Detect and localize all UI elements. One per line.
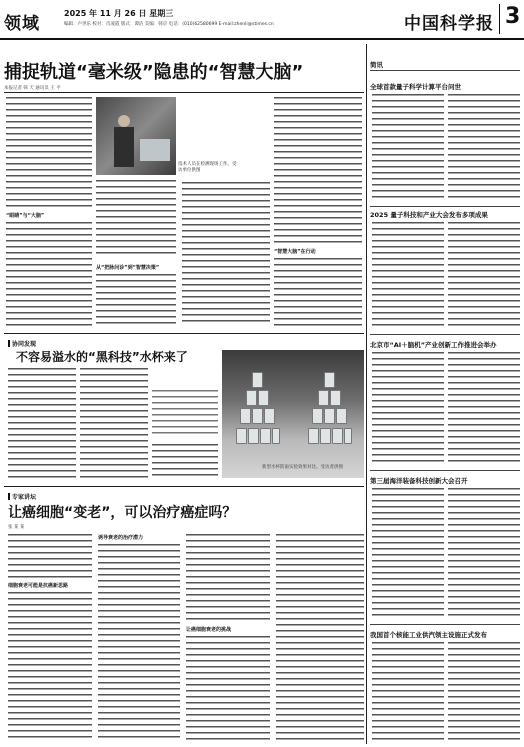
brief-title: 2025 量子科技和产业大会发布多项成果	[370, 211, 488, 219]
column-text-col3	[186, 534, 270, 620]
main-article-subhead: “智慧大脑”在行动	[274, 249, 316, 255]
feature-text-col1	[8, 368, 76, 480]
feature-title: 不容易溢水的“黑科技”水杯来了	[16, 350, 188, 364]
main-article-byline: 本报记者 韩 天 通讯员 王 平	[4, 86, 61, 91]
masthead	[0, 0, 524, 40]
column-subhead: 诱导衰老的治疗潜力	[98, 535, 144, 541]
main-article-text-col1	[6, 97, 92, 207]
feature-kicker: 协同发现	[8, 339, 36, 348]
brief-title: 第三届海洋装备科技创新大会召开	[370, 477, 468, 485]
section-name: 领域	[4, 14, 40, 34]
feature-photo-caption: 新型水杯防溢实验效果对比。受访者供图	[262, 465, 343, 470]
column-subhead: 细胞衰老可能是抗癌新思路	[8, 583, 69, 589]
column-text-col3b	[186, 636, 270, 742]
column-subhead: 让癌细胞衰老的挑战	[186, 627, 232, 633]
brief-title: 全球首款量子科学计算平台问世	[370, 83, 461, 91]
brief-title: 我国首个核能工业供汽领主设施正式发布	[370, 631, 487, 639]
main-article-text-col1b	[6, 222, 92, 326]
brief-text	[372, 222, 444, 328]
editor-credits: 编辑：卢世乐 校对：肖凌霞 版式：谭洁 美编：韩京 电话：(010)62580699 E-mail:zhenli@stimes.cn	[64, 22, 274, 27]
brief-text	[448, 94, 520, 202]
brief-text	[448, 222, 520, 328]
main-article-subhead: 从“把脉问诊”到“智慧决策”	[96, 265, 160, 271]
main-photo-caption: 技术人员在检测现场工作。受访单位供图	[178, 162, 237, 173]
feature-photo	[222, 350, 364, 478]
main-article-text-col3	[182, 182, 270, 326]
brief-text	[372, 352, 444, 466]
page-number: 3	[499, 4, 520, 34]
column-text-col1b	[8, 592, 92, 742]
column-title: 让癌细胞“变老”，可以治疗癌症吗？	[8, 505, 237, 521]
main-article-text-col4	[274, 97, 362, 243]
main-article-subhead: “眼睛”与“大脑”	[6, 213, 45, 219]
column-byline: 张 某 某	[8, 525, 25, 530]
main-article-text-col4b	[274, 258, 362, 326]
column-text-col2	[98, 544, 180, 742]
feature-text-col3	[152, 390, 218, 438]
brief-text	[448, 642, 520, 742]
brief-text	[448, 488, 520, 618]
brief-text	[372, 94, 444, 202]
issue-date: 2025 年 11 月 26 日 星期三	[64, 9, 174, 18]
feature-text-col3b	[152, 444, 218, 480]
brief-text	[372, 642, 444, 742]
feature-text-col2	[80, 368, 148, 480]
column-text-col1	[8, 534, 92, 578]
brief-text	[372, 488, 444, 618]
main-article-text-col2b	[96, 274, 176, 326]
main-article-text-col2	[96, 180, 176, 258]
main-article-title: 捕捉轨道“毫米级”隐患的“智慧大脑”	[4, 62, 304, 83]
column-text-col4	[276, 534, 364, 742]
newspaper-logo: 中国科学报	[404, 14, 494, 34]
column-kicker: 专家讲坛	[8, 492, 36, 501]
sidebar-header: 简讯	[370, 61, 383, 69]
brief-text	[448, 352, 520, 466]
main-article-photo	[96, 97, 176, 175]
brief-title: 北京市“AI＋脑机”产业创新工作推进会举办	[370, 341, 497, 349]
